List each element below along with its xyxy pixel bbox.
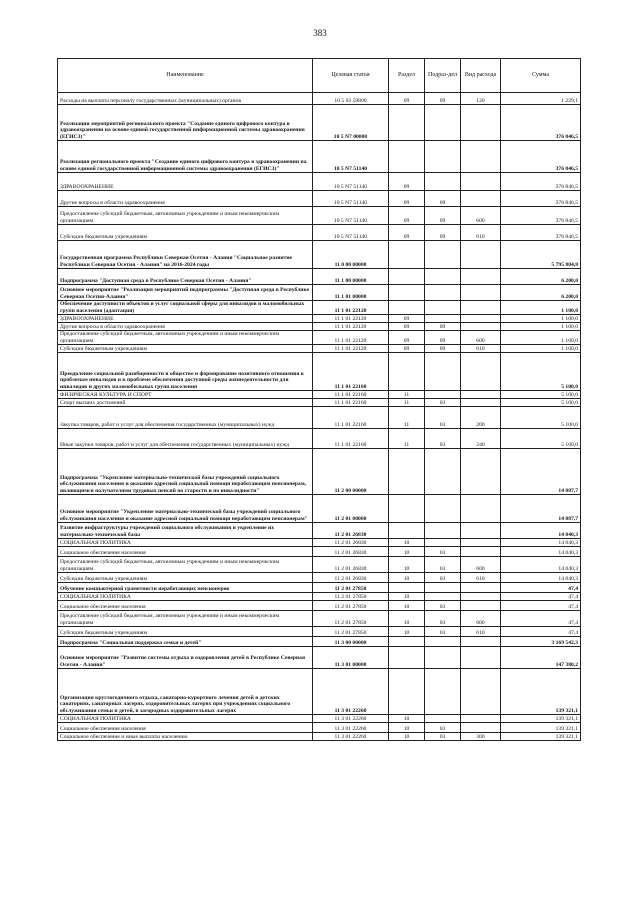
budget-table	[57, 58, 581, 741]
row-target-article: 11 2 01 00000	[313, 495, 389, 523]
row-section	[389, 301, 425, 315]
row-expense-type: 600	[461, 331, 501, 345]
header-section: Раздел	[389, 59, 425, 93]
row-expense-type	[461, 173, 501, 191]
row-section: 09	[389, 173, 425, 191]
row-subsection	[425, 583, 461, 593]
row-expense-type	[461, 301, 501, 315]
row-target-article: 11 1 01 22120	[313, 315, 389, 323]
table-row	[58, 241, 581, 269]
row-section: 09	[389, 207, 425, 225]
row-target-article: 10 5 03 59800	[313, 93, 389, 105]
table-row	[58, 315, 581, 323]
row-subsection: 09	[425, 207, 461, 225]
row-name: Обучение компьютерной грамотности неработающих пенсионеров	[58, 583, 313, 593]
row-subsection	[425, 353, 461, 391]
table-row	[58, 723, 581, 733]
table-row	[58, 539, 581, 547]
table-row	[58, 173, 581, 191]
row-section: 10	[389, 627, 425, 637]
row-expense-type	[461, 449, 501, 495]
row-subsection	[425, 241, 461, 269]
row-target-article: 11 2 01 27850	[313, 601, 389, 611]
row-section: 11	[389, 407, 425, 429]
row-sum: 3 169 542,3	[501, 637, 581, 647]
row-section	[389, 141, 425, 173]
row-sum: 47,4	[501, 583, 581, 593]
row-section	[389, 353, 425, 391]
row-name: Предоставление субсидий бюджетным, автономным учреждениям и иным некоммерческим организациям	[58, 207, 313, 225]
row-section: 10	[389, 715, 425, 723]
row-name: Предоставление субсидий бюджетным, автономным учреждениям и иным некоммерческим организациям	[58, 611, 313, 627]
row-name: Социальное обеспечение и иные выплаты населению	[58, 733, 313, 741]
table-row	[58, 449, 581, 495]
row-target-article: 11 1 01 22120	[313, 345, 389, 353]
row-target-article: 10 5 N7 51140	[313, 141, 389, 173]
row-expense-type	[461, 269, 501, 285]
row-name: Подпрограмма "Доступная среда в Республике Северная Осетия - Алания"	[58, 269, 313, 285]
row-section: 10	[389, 733, 425, 741]
row-target-article: 10 5 N7 51140	[313, 225, 389, 241]
table-row	[58, 301, 581, 315]
table-row	[58, 331, 581, 345]
row-sum: 14 040,3	[501, 547, 581, 557]
row-sum: 14 040,3	[501, 557, 581, 573]
row-name: Субсидии бюджетным учреждениям	[58, 345, 313, 353]
row-expense-type	[461, 583, 501, 593]
table-row	[58, 225, 581, 241]
row-sum: 1 100,0	[501, 345, 581, 353]
table-row	[58, 105, 581, 141]
row-target-article: 10 5 N7 00000	[313, 105, 389, 141]
row-subsection	[425, 669, 461, 715]
row-name: СОЦИАЛЬНАЯ ПОЛИТИКА	[58, 593, 313, 601]
row-sum: 47,4	[501, 611, 581, 627]
row-section: 11	[389, 391, 425, 399]
row-expense-type	[461, 601, 501, 611]
row-sum: 5 100,0	[501, 353, 581, 391]
table-row	[58, 407, 581, 429]
row-sum: 139 321,1	[501, 715, 581, 723]
row-sum: 5 100,0	[501, 407, 581, 429]
row-section: 10	[389, 723, 425, 733]
row-target-article: 11 2 01 26830	[313, 573, 389, 583]
row-expense-type	[461, 191, 501, 207]
row-sum: 6 200,0	[501, 269, 581, 285]
table-row	[58, 93, 581, 105]
row-subsection: 03	[425, 547, 461, 557]
row-section: 09	[389, 315, 425, 323]
row-target-article: 11 1 01 22160	[313, 429, 389, 449]
row-expense-type: 610	[461, 225, 501, 241]
row-section	[389, 449, 425, 495]
row-target-article: 10 5 N7 51140	[313, 173, 389, 191]
row-expense-type: 610	[461, 345, 501, 353]
row-name: Расходы на выплаты персоналу государственных (муниципальных) органов	[58, 93, 313, 105]
row-section: 09	[389, 225, 425, 241]
row-section: 09	[389, 93, 425, 105]
table-row	[58, 285, 581, 301]
row-expense-type	[461, 285, 501, 301]
row-sum: 139 321,1	[501, 669, 581, 715]
table-row	[58, 583, 581, 593]
row-subsection: 09	[425, 191, 461, 207]
row-expense-type: 600	[461, 207, 501, 225]
row-sum: 5 100,0	[501, 399, 581, 407]
header-subsection: Подраз-дел	[425, 59, 461, 93]
row-name: Социальное обеспечение населения	[58, 601, 313, 611]
row-subsection	[425, 523, 461, 539]
row-name: Другие вопросы в области здравоохранения	[58, 191, 313, 207]
row-subsection	[425, 301, 461, 315]
row-section	[389, 285, 425, 301]
row-target-article: 11 2 00 00000	[313, 449, 389, 495]
row-expense-type	[461, 723, 501, 733]
header-name: Наименование	[58, 59, 313, 93]
row-sum: 139 321,1	[501, 733, 581, 741]
row-subsection: 03	[425, 723, 461, 733]
table-row	[58, 733, 581, 741]
table-row	[58, 345, 581, 353]
row-subsection	[425, 637, 461, 647]
row-target-article: 11 2 01 26830	[313, 547, 389, 557]
row-sum: 376 846,5	[501, 225, 581, 241]
row-name: Субсидии бюджетным учреждениям	[58, 627, 313, 637]
row-section: 10	[389, 601, 425, 611]
row-name: Спорт высших достижений	[58, 399, 313, 407]
row-subsection: 03	[425, 407, 461, 429]
row-sum: 47,4	[501, 593, 581, 601]
row-subsection	[425, 647, 461, 669]
row-sum: 47,4	[501, 601, 581, 611]
row-name: Субсидии бюджетным учреждениям	[58, 573, 313, 583]
row-subsection	[425, 285, 461, 301]
header-sum: Сумма	[501, 59, 581, 93]
row-subsection: 03	[425, 399, 461, 407]
row-name: Реализация мероприятий регионального проекта "Создание единого цифрового контура в здравоохранении на основе единой государственной информационной системы здравоохранения (ЕГИСЗ)"	[58, 105, 313, 141]
row-sum: 5 100,0	[501, 391, 581, 399]
row-subsection: 09	[425, 93, 461, 105]
row-sum: 147 380,2	[501, 647, 581, 669]
row-subsection: 03	[425, 733, 461, 741]
table-row	[58, 353, 581, 391]
row-subsection	[425, 715, 461, 723]
row-subsection: 03	[425, 429, 461, 449]
row-target-article: 11 2 01 27850	[313, 611, 389, 627]
row-name: ФИЗИЧЕСКАЯ КУЛЬТУРА И СПОРТ	[58, 391, 313, 399]
row-section: 10	[389, 611, 425, 627]
row-section	[389, 105, 425, 141]
row-section: 11	[389, 429, 425, 449]
table-row	[58, 141, 581, 173]
row-name: Основное мероприятие "Укрепление материально-технической базы учреждений социального обслуживания населения и оказание адресной социальной помощи неработающим пенсионерам"	[58, 495, 313, 523]
row-target-article: 11 2 01 27850	[313, 627, 389, 637]
row-expense-type: 610	[461, 627, 501, 637]
row-sum: 5 100,0	[501, 429, 581, 449]
row-target-article: 11 1 01 22160	[313, 399, 389, 407]
row-name: Социальное обеспечение населения	[58, 723, 313, 733]
table-header-row	[58, 59, 581, 93]
row-sum: 376 846,5	[501, 191, 581, 207]
row-subsection	[425, 593, 461, 601]
row-target-article: 11 2 01 27850	[313, 593, 389, 601]
header-expense-type: Вид расхода	[461, 59, 501, 93]
row-target-article: 11 3 00 00000	[313, 637, 389, 647]
row-expense-type	[461, 353, 501, 391]
row-name: СОЦИАЛЬНАЯ ПОЛИТИКА	[58, 539, 313, 547]
table-row	[58, 715, 581, 723]
table-row	[58, 495, 581, 523]
row-expense-type	[461, 523, 501, 539]
row-expense-type	[461, 637, 501, 647]
row-expense-type	[461, 647, 501, 669]
row-section	[389, 523, 425, 539]
row-name: Реализация регионального проекта "Создание единого цифрового контура в здравоохранении на основе единой государственной информационной системы здравоохранения (ЕГИСЗ)"	[58, 141, 313, 173]
row-subsection	[425, 269, 461, 285]
row-subsection: 09	[425, 323, 461, 331]
row-target-article: 11 3 01 22260	[313, 733, 389, 741]
table-row	[58, 601, 581, 611]
row-subsection: 03	[425, 601, 461, 611]
row-target-article: 11 1 01 22160	[313, 353, 389, 391]
row-expense-type: 610	[461, 573, 501, 583]
row-name: Развитие инфраструктуры учреждений социального обслуживания и укрепление их материально-технической базы	[58, 523, 313, 539]
row-expense-type	[461, 399, 501, 407]
row-expense-type: 240	[461, 429, 501, 449]
row-expense-type	[461, 715, 501, 723]
row-subsection: 03	[425, 611, 461, 627]
row-sum: 376 846,5	[501, 173, 581, 191]
row-target-article: 11 2 01 26830	[313, 557, 389, 573]
row-target-article: 11 2 01 27850	[313, 583, 389, 593]
row-section	[389, 637, 425, 647]
row-section	[389, 669, 425, 715]
row-subsection: 09	[425, 331, 461, 345]
page-number: 383	[313, 28, 327, 38]
table-row	[58, 547, 581, 557]
table-row	[58, 627, 581, 637]
row-name: Основное мероприятие "Развитие системы отдыха и оздоровления детей в Республике Северная Осетия - Алания"	[58, 647, 313, 669]
row-name: Иные закупки товаров, работ и услуг для обеспечения государственных (муниципальных) нужд	[58, 429, 313, 449]
row-subsection	[425, 315, 461, 323]
row-name: ЗДРАВООХРАНЕНИЕ	[58, 315, 313, 323]
row-target-article: 11 2 01 26830	[313, 539, 389, 547]
row-name: Обеспечение доступности объектов и услуг социальной сферы для инвалидов и маломобильных групп населения (адаптация)	[58, 301, 313, 315]
row-subsection	[425, 449, 461, 495]
row-sum: 47,4	[501, 627, 581, 637]
table-row	[58, 429, 581, 449]
table-row	[58, 323, 581, 331]
row-name: ЗДРАВООХРАНЕНИЕ	[58, 173, 313, 191]
row-sum: 6 200,0	[501, 285, 581, 301]
table-row	[58, 593, 581, 601]
row-expense-type: 600	[461, 557, 501, 573]
row-target-article: 11 3 01 22260	[313, 715, 389, 723]
row-sum: 1 229,1	[501, 93, 581, 105]
row-expense-type	[461, 539, 501, 547]
row-target-article: 11 0 00 00000	[313, 241, 389, 269]
row-subsection: 03	[425, 573, 461, 583]
row-expense-type: 600	[461, 611, 501, 627]
row-expense-type	[461, 593, 501, 601]
row-expense-type	[461, 547, 501, 557]
row-sum: 1 100,0	[501, 323, 581, 331]
row-name: Преодоление социальной разобщенности в обществе и формирование позитивного отношения к проблемам инвалидов и к проблеме обеспечения доступной среды жизнедеятельности для инвалидов и других маломобильных групп населения	[58, 353, 313, 391]
row-name: Государственная программа Республики Северная Осетия - Алания "Социальное развитие Республики Северная Осетия - Алания" на 2016-2024 годы	[58, 241, 313, 269]
row-target-article: 11 1 01 22160	[313, 407, 389, 429]
row-expense-type	[461, 105, 501, 141]
row-target-article: 11 2 01 26830	[313, 523, 389, 539]
row-section: 09	[389, 191, 425, 207]
row-sum: 376 846,5	[501, 141, 581, 173]
row-name: Подпрограмма "Социальная поддержка семьи и детей"	[58, 637, 313, 647]
row-target-article: 10 5 N7 51140	[313, 207, 389, 225]
row-section: 10	[389, 547, 425, 557]
row-sum: 14 040,3	[501, 539, 581, 547]
table-body	[58, 93, 581, 741]
row-target-article: 11 1 01 22160	[313, 391, 389, 399]
row-subsection	[425, 173, 461, 191]
row-subsection: 03	[425, 627, 461, 637]
row-sum: 1 100,0	[501, 331, 581, 345]
row-name: Подпрограмма "Укрепление материально-технической базы учреждений социального обслуживания населения и оказание адресной социальной помощи неработающим пенсионерам, являющимся получателями трудовых пенсий по старости и по инвалидности"	[58, 449, 313, 495]
row-section	[389, 583, 425, 593]
row-subsection: 09	[425, 345, 461, 353]
table-row	[58, 269, 581, 285]
table-row	[58, 669, 581, 715]
row-expense-type	[461, 315, 501, 323]
row-expense-type	[461, 391, 501, 399]
row-expense-type	[461, 669, 501, 715]
row-expense-type	[461, 323, 501, 331]
row-sum: 5 795 804,8	[501, 241, 581, 269]
row-section: 10	[389, 593, 425, 601]
row-name: Другие вопросы в области здравоохранения	[58, 323, 313, 331]
row-target-article: 11 3 01 00000	[313, 647, 389, 669]
row-sum: 14 040,3	[501, 523, 581, 539]
row-sum: 376 846,5	[501, 207, 581, 225]
table-row	[58, 557, 581, 573]
table-row	[58, 611, 581, 627]
row-target-article: 11 1 00 00000	[313, 269, 389, 285]
row-sum: 1 100,0	[501, 315, 581, 323]
table-row	[58, 207, 581, 225]
row-expense-type: 300	[461, 733, 501, 741]
row-target-article: 11 1 01 22120	[313, 323, 389, 331]
table-row	[58, 523, 581, 539]
table-row	[58, 391, 581, 399]
row-name: Организация круглогодичного отдыха, санаторно-курортного лечения детей в детских санаториях, санаторных лагерях, оздоровительных лагерях при учреждениях социального обслуживания семьи и детей, в загородных оздоровительных лагерях	[58, 669, 313, 715]
row-sum: 1 100,0	[501, 301, 581, 315]
row-sum: 14 040,3	[501, 573, 581, 583]
row-section: 10	[389, 557, 425, 573]
row-target-article: 11 3 01 22260	[313, 723, 389, 733]
row-name: СОЦИАЛЬНАЯ ПОЛИТИКА	[58, 715, 313, 723]
row-section: 11	[389, 399, 425, 407]
row-sum: 14 087,7	[501, 495, 581, 523]
table-row	[58, 191, 581, 207]
row-name: Основное мероприятие "Реализация мероприятий подпрограммы "Доступная среда в Республике Северная Осетия-Алания"	[58, 285, 313, 301]
row-sum: 139 321,1	[501, 723, 581, 733]
row-expense-type	[461, 495, 501, 523]
row-subsection	[425, 105, 461, 141]
row-name: Закупка товаров, работ и услуг для обеспечения государственных (муниципальных) нужд	[58, 407, 313, 429]
header-target-article: Целевая статья	[313, 59, 389, 93]
row-target-article: 10 5 N7 51140	[313, 191, 389, 207]
row-expense-type	[461, 141, 501, 173]
row-expense-type: 120	[461, 93, 501, 105]
row-target-article: 11 1 01 22120	[313, 301, 389, 315]
row-target-article: 11 3 01 22260	[313, 669, 389, 715]
row-section	[389, 647, 425, 669]
row-section: 09	[389, 323, 425, 331]
row-subsection: 03	[425, 557, 461, 573]
row-target-article: 11 1 01 00000	[313, 285, 389, 301]
row-name: Предоставление субсидий бюджетным, автономным учреждениям и иным некоммерческим организациям	[58, 331, 313, 345]
row-section: 09	[389, 331, 425, 345]
row-name: Социальное обеспечение населения	[58, 547, 313, 557]
row-name: Предоставление субсидий бюджетным, автономным учреждениям и иным некоммерческим организациям	[58, 557, 313, 573]
row-section: 10	[389, 539, 425, 547]
table-row	[58, 637, 581, 647]
row-section: 10	[389, 573, 425, 583]
row-section: 09	[389, 345, 425, 353]
table-row	[58, 647, 581, 669]
row-expense-type: 200	[461, 407, 501, 429]
row-sum: 14 087,7	[501, 449, 581, 495]
row-subsection	[425, 539, 461, 547]
row-section	[389, 241, 425, 269]
row-subsection: 09	[425, 225, 461, 241]
row-name: Субсидии бюджетным учреждениям	[58, 225, 313, 241]
row-expense-type	[461, 241, 501, 269]
row-target-article: 11 1 01 22120	[313, 331, 389, 345]
table-row	[58, 399, 581, 407]
table-row	[58, 573, 581, 583]
row-subsection	[425, 141, 461, 173]
row-section	[389, 495, 425, 523]
row-subsection	[425, 391, 461, 399]
row-section	[389, 269, 425, 285]
row-subsection	[425, 495, 461, 523]
row-sum: 376 846,5	[501, 105, 581, 141]
